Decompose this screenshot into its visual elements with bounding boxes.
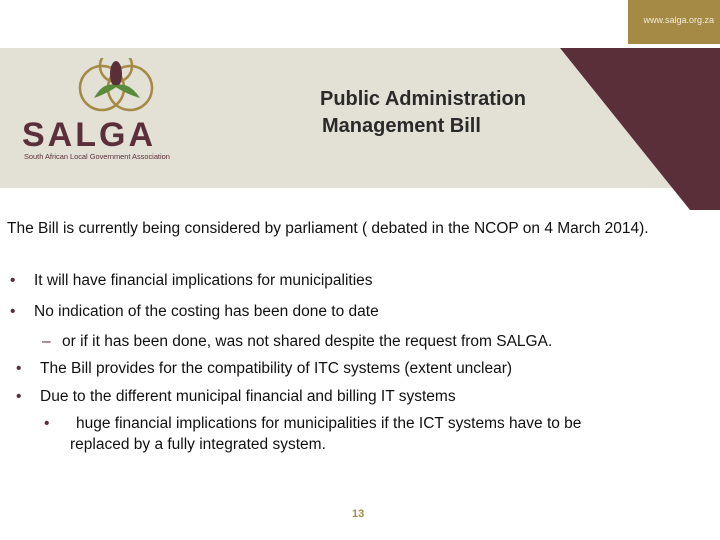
bullet-icon: • [16, 388, 22, 405]
bullet-text: The Bill provides for the compatibility of ITC systems (extent unclear) [40, 360, 513, 377]
bullet-text: It will have financial implications for municipalities [34, 272, 373, 289]
title-line-2: Management Bill [322, 115, 481, 137]
sub-bullet-text: huge financial implications for municipalities if the ICT systems have to be [76, 415, 582, 432]
website-url: www.salga.org.za [643, 15, 714, 25]
bullet-icon: • [16, 360, 22, 377]
sub-bullet-text-continued: replaced by a fully integrated system. [70, 436, 326, 453]
bullet-text: Due to the different municipal financial and billing IT systems [40, 388, 456, 405]
page-number: 13 [352, 508, 365, 520]
title-line-1: Public Administration [320, 88, 526, 110]
dash-icon: – [42, 333, 51, 350]
intro-paragraph: The Bill is currently being considered by parliament ( debated in the NCOP on 4 March 2014). [7, 220, 649, 237]
svg-text:SALGA: SALGA [22, 116, 156, 154]
bullet-icon: • [44, 415, 50, 432]
svg-text:South African Local Government: South African Local Government Association [24, 152, 170, 161]
bullet-text: No indication of the costing has been done to date [34, 303, 379, 320]
bullet-icon: • [10, 303, 16, 320]
sub-bullet-text: or if it has been done, was not shared despite the request from SALGA. [62, 333, 553, 350]
bullet-icon: • [10, 272, 16, 289]
